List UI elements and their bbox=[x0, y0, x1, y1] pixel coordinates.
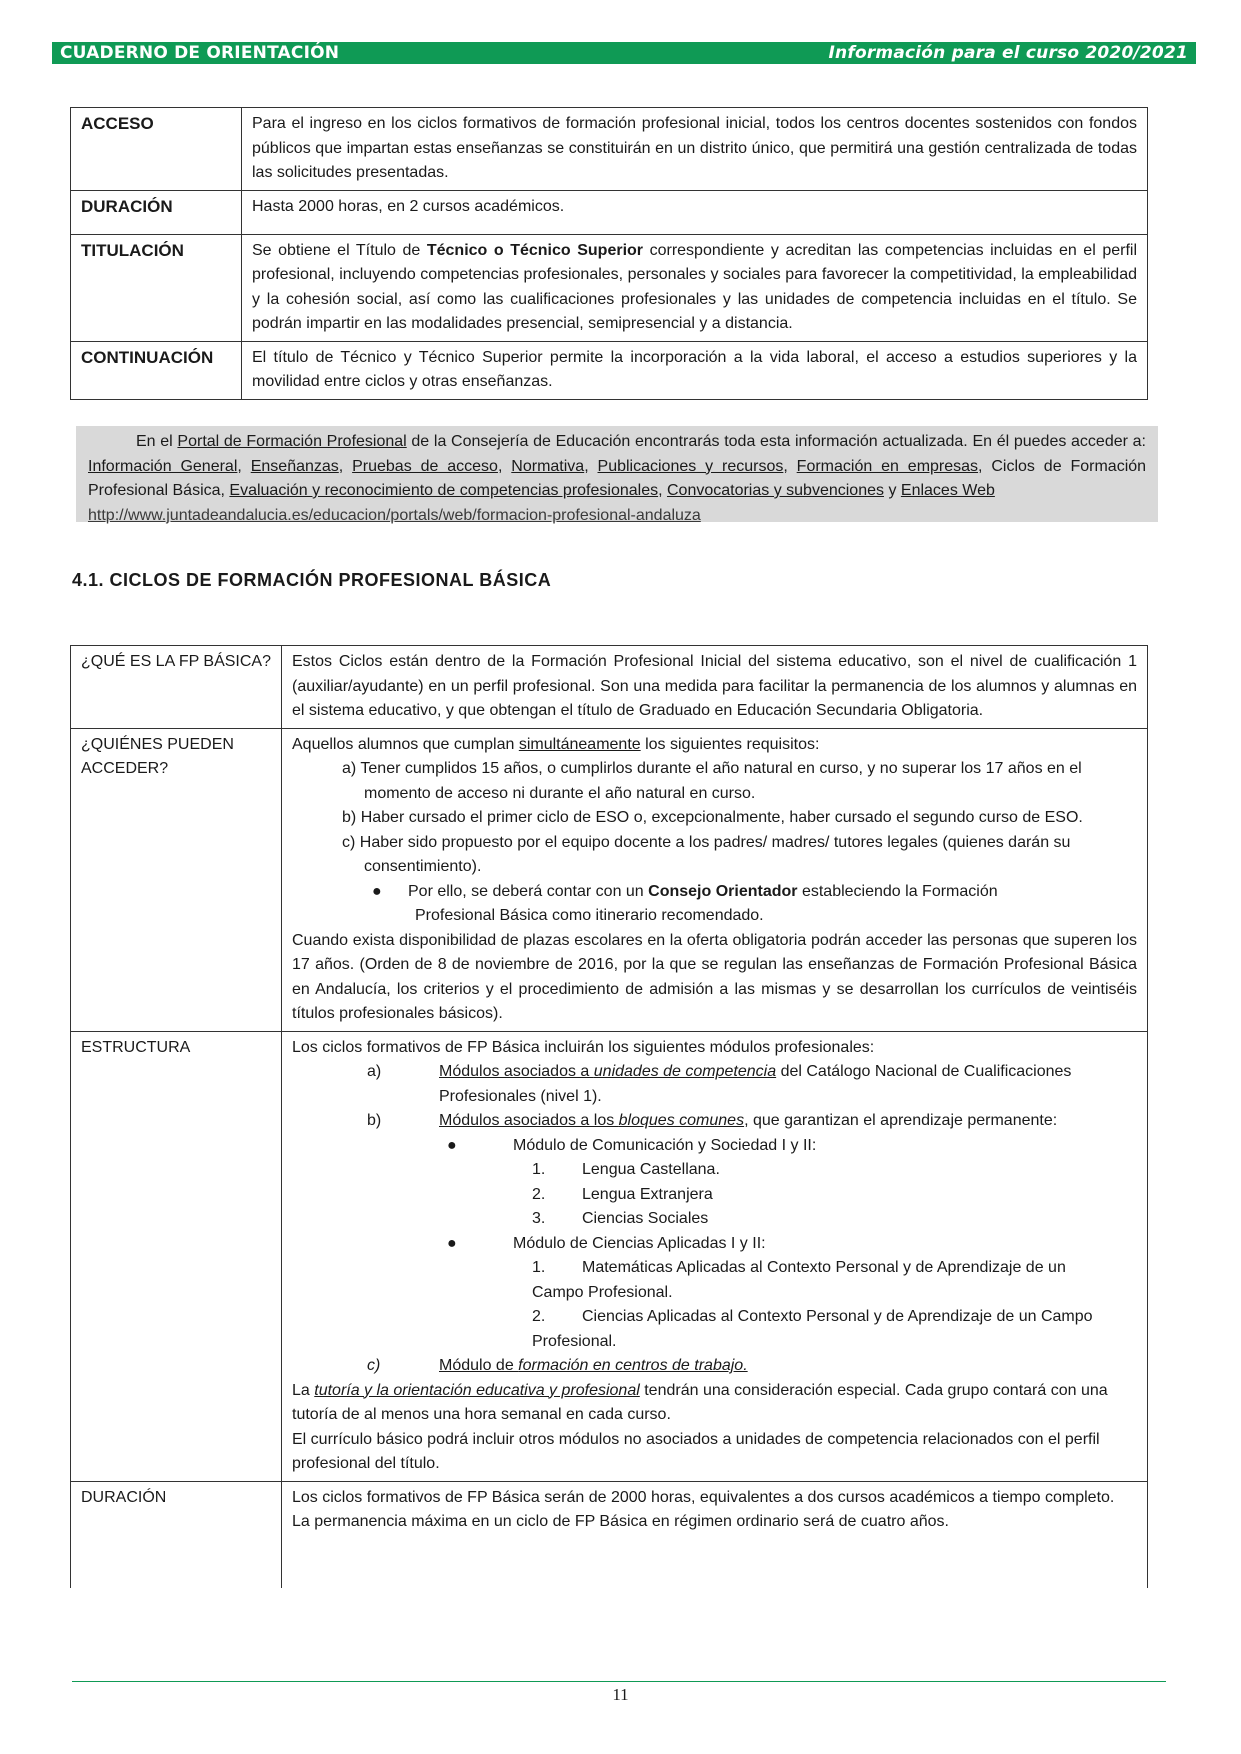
list-item bbox=[292, 1158, 1137, 1183]
list-item bbox=[292, 1354, 1137, 1379]
paragraph: La permanencia máxima en un ciclo de FP Básica en régimen ordinario será de cuatro años. bbox=[292, 1513, 949, 1530]
text-bold: Consejo Orientador bbox=[648, 882, 798, 900]
list-text: Ciencias Aplicadas al Contexto Personal y de Aprendizaje de un Campo bbox=[582, 1308, 1093, 1325]
list-marker: c) bbox=[342, 833, 356, 851]
list-item bbox=[292, 757, 1137, 806]
paragraph bbox=[292, 1379, 1137, 1428]
list-text bbox=[439, 1060, 1137, 1109]
list-marker: 2. bbox=[532, 1185, 546, 1203]
text: La bbox=[292, 1381, 315, 1399]
list-item bbox=[292, 1060, 1137, 1109]
row-label: DURACIÓN bbox=[71, 1481, 282, 1588]
title-highlight: Técnico o Técnico Superior bbox=[426, 241, 644, 259]
list-item bbox=[292, 806, 1137, 831]
list-item bbox=[292, 1305, 1137, 1330]
table-row bbox=[71, 341, 1148, 399]
text: , que garantizan el aprendizaje permanente: bbox=[744, 1112, 1058, 1129]
link-evaluacion[interactable]: Evaluación y reconocimiento de competencias profesionales bbox=[229, 482, 659, 499]
text: los siguientes requisitos: bbox=[640, 735, 820, 753]
text: de la Consejería de Educación encontrarás toda esta información actualizada. En él puedes acceder a: bbox=[406, 433, 1146, 450]
text: tendrán una consideración especial. Cada grupo contará con una tutoría de al menos una hora semanal en cada curso. bbox=[292, 1381, 1108, 1423]
list-item bbox=[292, 880, 1137, 929]
list-marker: 2. bbox=[532, 1308, 546, 1325]
bullet-icon: ● bbox=[447, 1136, 457, 1154]
row-content bbox=[282, 728, 1148, 1031]
paragraph: Los ciclos formativos de FP Básica incluirán los siguientes módulos profesionales: bbox=[292, 1038, 875, 1056]
text-underlined-italic: tutoría y la orientación educativa y profesional bbox=[314, 1381, 640, 1399]
list-marker: c) bbox=[367, 1357, 381, 1374]
list-marker: 3. bbox=[532, 1210, 546, 1227]
row-label: ACCESO bbox=[71, 108, 242, 191]
list-marker: b) bbox=[367, 1112, 382, 1129]
text: estableciendo la Formación Profesional Básica como itinerario recomendado. bbox=[415, 882, 998, 924]
row-content bbox=[282, 1031, 1148, 1481]
table-row bbox=[71, 728, 1148, 1031]
text: correspondiente y acreditan las competencias incluidas en el perfil profesional, incluyendo competencias profesionales, personales y sociales para favorecer la competitividad, la empleabilidad y la cohesión social, así como las cualificaciones profesionales y las unidades de competencia incluidas en el título. Se podrán impartir en las modalidades presencial, semipresencial y a distancia. bbox=[252, 241, 1138, 332]
table-row bbox=[71, 234, 1148, 341]
row-label: DURACIÓN bbox=[71, 190, 242, 234]
list-item bbox=[292, 1109, 1137, 1134]
table-row bbox=[71, 108, 1148, 191]
paragraph: El currículo básico podrá incluir otros módulos no asociados a unidades de competencia relacionados con el perfil profesional del título. bbox=[292, 1430, 1100, 1472]
text: Aquellos alumnos que cumplan bbox=[292, 735, 519, 753]
paragraph: Cuando exista disponibilidad de plazas escolares en la oferta obligatoria podrán acceder las personas que superen los 17 años. (Orden de 8 de noviembre de 2016, por la que se regulan las enseñanzas de Formación Profesional Básica en Andalucía, los criterios y el procedimiento de admisión a las mismas y se desarrollan los currículos de veintiséis títulos profesionales básicos). bbox=[292, 931, 1137, 1022]
row-label: TITULACIÓN bbox=[71, 234, 242, 341]
row-content: Hasta 2000 horas, en 2 cursos académicos. bbox=[242, 190, 1148, 234]
list-text bbox=[439, 1354, 748, 1379]
list-item bbox=[292, 1232, 1137, 1257]
row-content: Estos Ciclos están dentro de la Formación Profesional Inicial del sistema educativo, son el nivel de cualificación 1 (auxiliar/ayudante) en un perfil profesional. Son una medida para facilitar la permanencia de los alumnos y alumnas en el sistema educativo, y que obtengan el título de Graduado en Educación Secundaria Obligatoria. bbox=[282, 646, 1148, 729]
text: y bbox=[884, 482, 901, 499]
list-item bbox=[292, 1207, 1137, 1232]
list-text: Módulo de Ciencias Aplicadas I y II: bbox=[513, 1234, 766, 1252]
text: del Catálogo Nacional de Cualificaciones Profesionales (nivel 1). bbox=[439, 1063, 1072, 1105]
list-text bbox=[439, 1109, 1057, 1134]
list-text: Haber cursado el primer ciclo de ESO o, excepcionalmente, haber cursado el segundo curso de ESO. bbox=[360, 809, 1083, 826]
list-text-continuation: Profesional. bbox=[532, 1332, 617, 1350]
bullet-icon: ● bbox=[447, 1234, 457, 1252]
header-title: CUADERNO DE ORIENTACIÓN bbox=[60, 43, 340, 63]
list-marker: a) bbox=[342, 760, 357, 777]
page-number: 11 bbox=[612, 1685, 629, 1704]
row-label: CONTINUACIÓN bbox=[71, 341, 242, 399]
list-text: Matemáticas Aplicadas al Contexto Personal y de Aprendizaje de un bbox=[582, 1259, 1066, 1276]
list-marker: 1. bbox=[532, 1259, 546, 1276]
list-text: Lengua Castellana. bbox=[582, 1161, 720, 1178]
row-content bbox=[242, 234, 1148, 341]
text-underlined-italic: unidades de competencia bbox=[593, 1063, 777, 1080]
link-enlaces-web[interactable]: Enlaces Web bbox=[900, 482, 995, 499]
footer-divider bbox=[72, 1681, 1166, 1682]
text-underlined: simultáneamente bbox=[518, 735, 641, 753]
list-item bbox=[292, 1183, 1137, 1208]
fp-info-table bbox=[70, 107, 1148, 400]
text-underlined-italic: bloques comunes bbox=[618, 1112, 745, 1129]
text: Ciclos de Formación Profesional Básica, bbox=[88, 457, 1147, 499]
requirements-intro bbox=[292, 733, 1137, 758]
list-marker: a) bbox=[367, 1063, 382, 1080]
portal-url[interactable]: http://www.juntadeandalucia.es/educacion/portals/web/formacion-profesional-andaluza bbox=[88, 506, 701, 524]
list-marker: b) bbox=[342, 809, 357, 826]
row-content: El título de Técnico y Técnico Superior permite la incorporación a la vida laboral, el acceso a estudios superiores y la movilidad entre ciclos y otras enseñanzas. bbox=[242, 341, 1148, 399]
list-text: Haber sido propuesto por el equipo docente a los padres/ madres/ tutores legales (quienes darán su consentimiento). bbox=[359, 833, 1071, 875]
header-course: Información para el curso 2020/2021 bbox=[828, 43, 1188, 63]
link-convocatorias[interactable]: Convocatorias y subvenciones bbox=[666, 482, 884, 499]
list-item bbox=[292, 831, 1137, 880]
portal-link[interactable]: Portal de Formación Profesional bbox=[177, 433, 407, 450]
list-text: Ciencias Sociales bbox=[582, 1210, 709, 1227]
row-label: ¿QUÉ ES LA FP BÁSICA? bbox=[71, 646, 282, 729]
text: Por ello, se deberá contar con un bbox=[408, 882, 649, 900]
table-row bbox=[71, 1031, 1148, 1481]
list-text: Lengua Extranjera bbox=[582, 1185, 713, 1203]
text-underlined: Módulo de bbox=[439, 1357, 519, 1374]
link-pruebas-acceso[interactable]: Pruebas de acceso bbox=[352, 457, 498, 475]
table-row bbox=[71, 646, 1148, 729]
text-underlined: Módulos asociados a bbox=[439, 1063, 594, 1080]
link-normativa[interactable]: Normativa bbox=[511, 457, 585, 475]
text-underlined-italic: formación en centros de trabajo. bbox=[518, 1357, 748, 1374]
row-content bbox=[282, 1481, 1148, 1588]
list-item bbox=[292, 1134, 1137, 1159]
list-text-continuation: Campo Profesional. bbox=[532, 1283, 673, 1301]
paragraph: Los ciclos formativos de FP Básica serán de 2000 horas, equivalentes a dos cursos académicos a tiempo completo. bbox=[292, 1488, 1115, 1506]
text-underlined: Módulos asociados a los bbox=[439, 1112, 619, 1129]
link-formacion-empresas[interactable]: Formación en empresas bbox=[796, 457, 979, 475]
portal-info-box: En el Portal de Formación Profesional de la Consejería de Educación encontrarás toda esta información actualizada. En él puedes acceder a: Información General, Enseñanzas, Pruebas de acceso, Normativa, Publicaciones y recursos, Formación en empresas, Ciclos de Formación Profesional Básica, Evaluación y reconocimiento de competencias profesionales, Convocatorias y subvenciones y Enlaces Web http://www.juntadeandalucia.es/educacion/portals/web/formacion-profesional-andaluza bbox=[76, 426, 1158, 522]
list-text: Módulo de Comunicación y Sociedad I y II: bbox=[513, 1136, 817, 1154]
row-content: Para el ingreso en los ciclos formativos de formación profesional inicial, todos los centros docentes sostenidos con fondos públicos que impartan estas enseñanzas se constituirán en un distrito único, que permitirá una gestión centralizada de todas las solicitudes presentadas. bbox=[242, 108, 1148, 191]
list-item bbox=[292, 1256, 1137, 1281]
link-publicaciones[interactable]: Publicaciones y recursos bbox=[597, 457, 784, 475]
list-text: Tener cumplidos 15 años, o cumplirlos durante el año natural en curso, y no superar los 17 años en el momento de acceso ni durante el año natural en curso. bbox=[360, 760, 1082, 802]
row-label: ¿QUIÉNES PUEDEN ACCEDER? bbox=[71, 728, 282, 1031]
text: En el bbox=[136, 433, 178, 450]
list-marker: 1. bbox=[532, 1161, 546, 1178]
table-row bbox=[71, 190, 1148, 234]
bullet-icon: ● bbox=[372, 882, 382, 900]
text: Se obtiene el Título de bbox=[252, 241, 427, 259]
row-label: ESTRUCTURA bbox=[71, 1031, 282, 1481]
page-header bbox=[52, 42, 1196, 64]
link-ensenanzas[interactable]: Enseñanzas bbox=[250, 457, 339, 475]
table-row bbox=[71, 1481, 1148, 1588]
section-title: 4.1. CICLOS DE FORMACIÓN PROFESIONAL BÁSICA bbox=[72, 570, 552, 590]
fp-basica-table bbox=[70, 645, 1148, 1588]
link-info-general[interactable]: Información General bbox=[88, 457, 238, 475]
